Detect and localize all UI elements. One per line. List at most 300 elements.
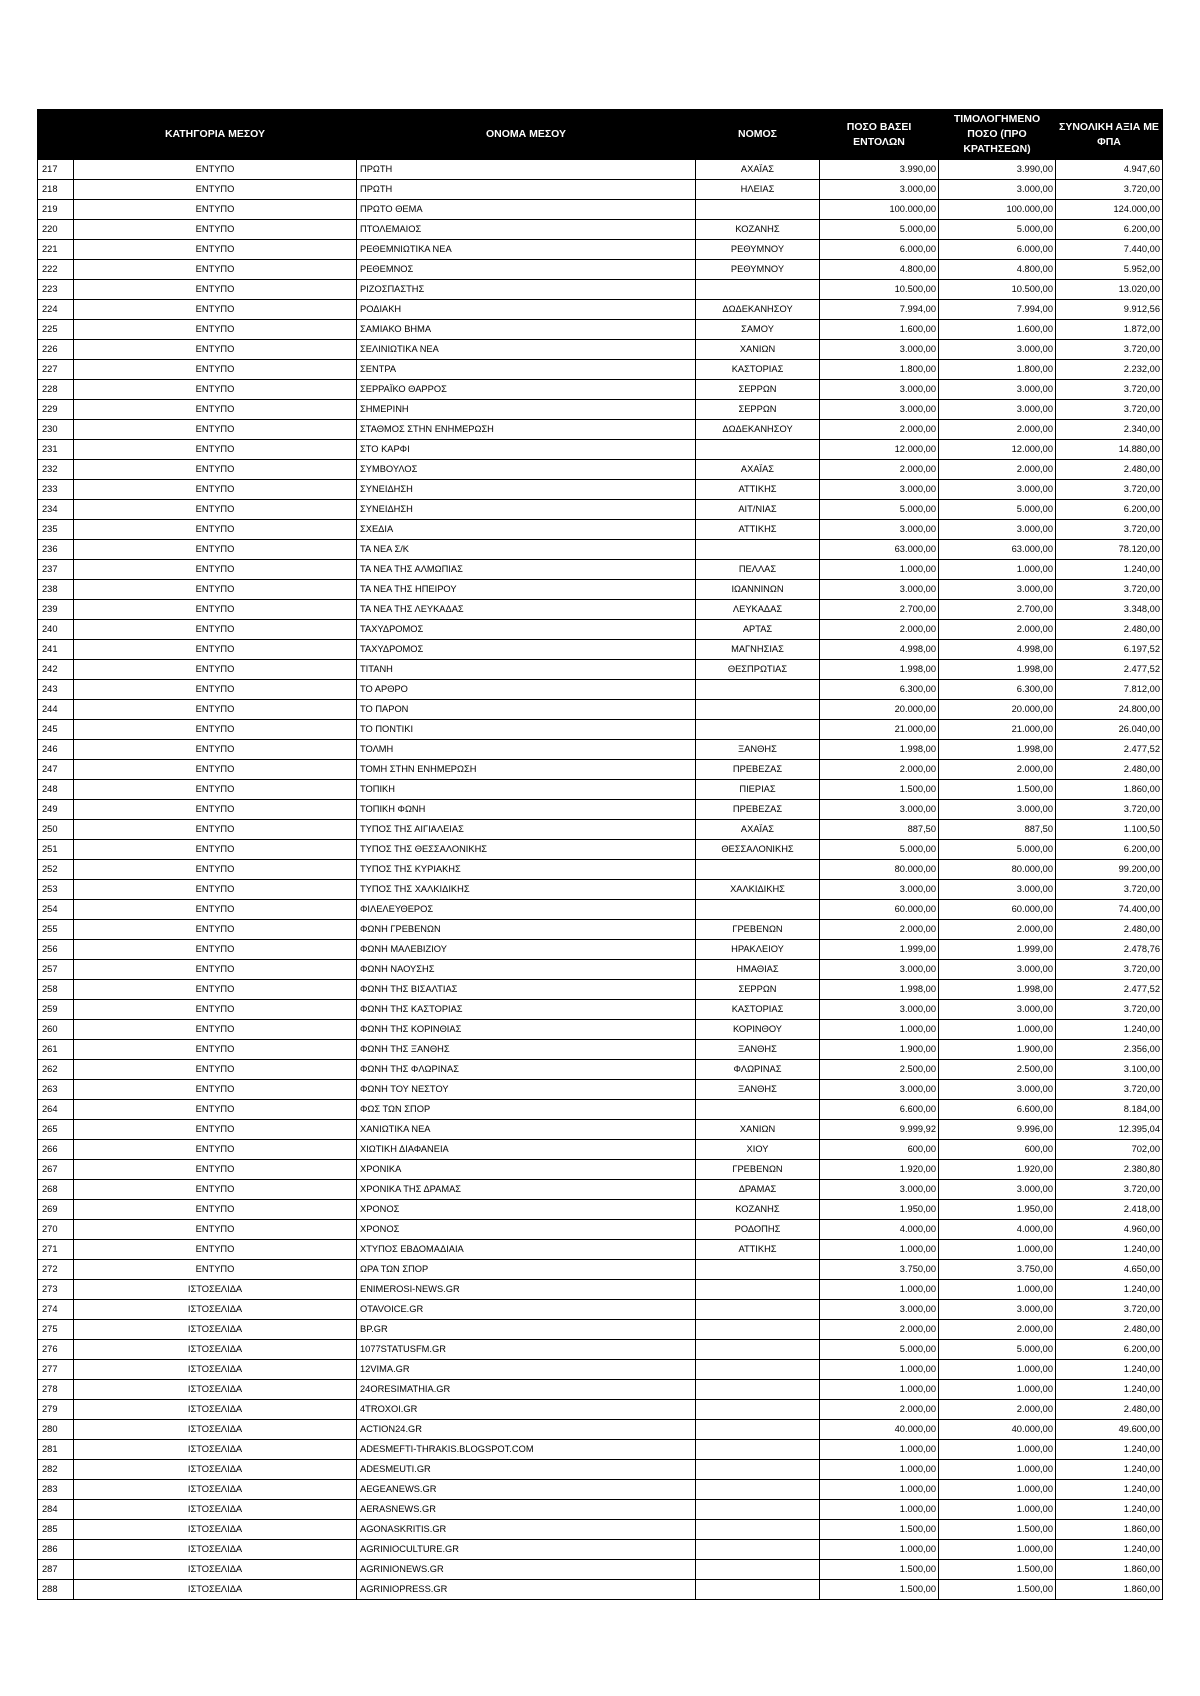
order-amount: 1.000,00 [820,560,939,580]
prefecture [696,1320,820,1340]
prefecture: ΔΩΔΕΚΑΝΗΣΟΥ [696,300,820,320]
total-with-vat: 1.100,50 [1056,820,1163,840]
table-row [38,1240,1163,1260]
order-amount: 2.000,00 [820,920,939,940]
media-category: ΙΣΤΟΣΕΛΙΔΑ [74,1440,357,1460]
row-index: 265 [38,1120,74,1140]
order-amount: 6.600,00 [820,1100,939,1120]
media-name: ΤΑΧΥΔΡΟΜΟΣ [357,640,696,660]
order-amount: 1.998,00 [820,660,939,680]
row-index: 283 [38,1480,74,1500]
table-row [38,280,1163,300]
media-name: ΦΩΝΗ ΤΗΣ ΞΑΝΘΗΣ [357,1040,696,1060]
total-with-vat: 3.720,00 [1056,180,1163,200]
total-with-vat: 1.240,00 [1056,560,1163,580]
order-amount: 80.000,00 [820,860,939,880]
row-index: 252 [38,860,74,880]
total-with-vat: 124.000,00 [1056,200,1163,220]
row-index: 230 [38,420,74,440]
media-name: ΤΑ ΝΕΑ Σ/Κ [357,540,696,560]
prefecture: ΑΤΤΙΚΗΣ [696,520,820,540]
table-row [38,1500,1163,1520]
invoiced-amount: 3.000,00 [939,1000,1056,1020]
prefecture: ΣΕΡΡΩΝ [696,400,820,420]
total-with-vat: 6.200,00 [1056,220,1163,240]
prefecture: ΚΟΡΙΝΘΟΥ [696,1020,820,1040]
prefecture: ΗΜΑΘΙΑΣ [696,960,820,980]
total-with-vat: 1.240,00 [1056,1280,1163,1300]
table-row [38,240,1163,260]
total-with-vat: 14.880,00 [1056,440,1163,460]
row-index: 260 [38,1020,74,1040]
media-category: ΕΝΤΥΠΟ [74,380,357,400]
media-name: ΣΕΛΙΝΙΩΤΙΚΑ ΝΕΑ [357,340,696,360]
prefecture [696,1460,820,1480]
media-category: ΙΣΤΟΣΕΛΙΔΑ [74,1360,357,1380]
media-name: ΡΙΖΟΣΠΑΣΤΗΣ [357,280,696,300]
media-category: ΙΣΤΟΣΕΛΙΔΑ [74,1500,357,1520]
media-category: ΕΝΤΥΠΟ [74,460,357,480]
table-row [38,380,1163,400]
media-category: ΕΝΤΥΠΟ [74,1120,357,1140]
prefecture: ΔΡΑΜΑΣ [696,1180,820,1200]
prefecture: ΡΕΘΥΜΝΟΥ [696,260,820,280]
media-name: ΦΩΝΗ ΤΗΣ ΦΛΩΡΙΝΑΣ [357,1060,696,1080]
table-row [38,1560,1163,1580]
media-name: ΤΑΧΥΔΡΟΜΟΣ [357,620,696,640]
media-category: ΕΝΤΥΠΟ [74,840,357,860]
media-name: ΣΧΕΔΙΑ [357,520,696,540]
order-amount: 1.000,00 [820,1020,939,1040]
row-index: 281 [38,1440,74,1460]
order-amount: 3.000,00 [820,880,939,900]
table-row [38,1220,1163,1240]
order-amount: 1.000,00 [820,1240,939,1260]
media-name: ΤΟΜΗ ΣΤΗΝ ΕΝΗΜΕΡΩΣΗ [357,760,696,780]
total-with-vat: 1.240,00 [1056,1480,1163,1500]
prefecture: ΑΡΤΑΣ [696,620,820,640]
table-row [38,1580,1163,1600]
media-name: ΡΟΔΙΑΚΗ [357,300,696,320]
prefecture [696,1520,820,1540]
invoiced-amount: 5.000,00 [939,840,1056,860]
order-amount: 1.999,00 [820,940,939,960]
media-category: ΕΝΤΥΠΟ [74,1080,357,1100]
order-amount: 3.000,00 [820,400,939,420]
order-amount: 1.000,00 [820,1280,939,1300]
media-category: ΕΝΤΥΠΟ [74,1100,357,1120]
row-index: 256 [38,940,74,960]
table-row [38,320,1163,340]
row-index: 229 [38,400,74,420]
order-amount: 3.000,00 [820,960,939,980]
invoiced-amount: 1.500,00 [939,1580,1056,1600]
prefecture [696,1100,820,1120]
total-with-vat: 6.200,00 [1056,1340,1163,1360]
header-prefecture: ΝΟΜΟΣ [696,110,820,160]
table-row [38,1040,1163,1060]
order-amount: 60.000,00 [820,900,939,920]
media-category: ΕΝΤΥΠΟ [74,340,357,360]
total-with-vat: 1.872,00 [1056,320,1163,340]
table-row [38,1380,1163,1400]
table-row [38,1320,1163,1340]
row-index: 263 [38,1080,74,1100]
media-category: ΕΝΤΥΠΟ [74,600,357,620]
media-name: ΣΗΜΕΡΙΝΗ [357,400,696,420]
invoiced-amount: 10.500,00 [939,280,1056,300]
order-amount: 4.800,00 [820,260,939,280]
media-category: ΕΝΤΥΠΟ [74,300,357,320]
media-name: ΦΙΛΕΛΕΥΘΕΡΟΣ [357,900,696,920]
media-name: AGRINIOCULTURE.GR [357,1540,696,1560]
media-category: ΕΝΤΥΠΟ [74,780,357,800]
order-amount: 3.000,00 [820,580,939,600]
table-row [38,360,1163,380]
table-row [38,1300,1163,1320]
media-category: ΕΝΤΥΠΟ [74,500,357,520]
total-with-vat: 1.860,00 [1056,1520,1163,1540]
prefecture: ΙΩΑΝΝΙΝΩΝ [696,580,820,600]
media-name: 4TROXOI.GR [357,1400,696,1420]
prefecture: ΧΑΛΚΙΔΙΚΗΣ [696,880,820,900]
row-index: 221 [38,240,74,260]
total-with-vat: 2.480,00 [1056,620,1163,640]
table-row [38,1160,1163,1180]
invoiced-amount: 40.000,00 [939,1420,1056,1440]
prefecture: ΘΕΣΠΡΩΤΙΑΣ [696,660,820,680]
invoiced-amount: 7.994,00 [939,300,1056,320]
total-with-vat: 1.860,00 [1056,1580,1163,1600]
media-name: ΡΕΘΕΜΝΟΣ [357,260,696,280]
total-with-vat: 3.720,00 [1056,340,1163,360]
table-row [38,1080,1163,1100]
row-index: 237 [38,560,74,580]
invoiced-amount: 1.998,00 [939,740,1056,760]
total-with-vat: 2.232,00 [1056,360,1163,380]
order-amount: 2.700,00 [820,600,939,620]
prefecture [696,540,820,560]
table-row [38,1000,1163,1020]
prefecture [696,720,820,740]
table-row [38,1520,1163,1540]
order-amount: 600,00 [820,1140,939,1160]
table-row [38,880,1163,900]
prefecture: ΗΛΕΙΑΣ [696,180,820,200]
media-name: 24ORESIMATHIA.GR [357,1380,696,1400]
order-amount: 1.500,00 [820,1560,939,1580]
media-category: ΙΣΤΟΣΕΛΙΔΑ [74,1520,357,1540]
prefecture: ΞΑΝΘΗΣ [696,740,820,760]
prefecture: ΑΧΑΪΑΣ [696,820,820,840]
media-category: ΙΣΤΟΣΕΛΙΔΑ [74,1580,357,1600]
total-with-vat: 3.720,00 [1056,400,1163,420]
total-with-vat: 26.040,00 [1056,720,1163,740]
media-name: ΤΟΛΜΗ [357,740,696,760]
table-row [38,220,1163,240]
row-index: 270 [38,1220,74,1240]
media-category: ΕΝΤΥΠΟ [74,760,357,780]
table-row [38,500,1163,520]
media-category: ΕΝΤΥΠΟ [74,180,357,200]
order-amount: 7.994,00 [820,300,939,320]
media-name: 12VIMA.GR [357,1360,696,1380]
media-name: ΤΟΠΙΚΗ ΦΩΝΗ [357,800,696,820]
invoiced-amount: 1.000,00 [939,1380,1056,1400]
media-name: ΣΑΜΙΑΚΟ ΒΗΜΑ [357,320,696,340]
total-with-vat: 4.650,00 [1056,1260,1163,1280]
order-amount: 5.000,00 [820,500,939,520]
row-index: 217 [38,160,74,180]
table-row [38,600,1163,620]
prefecture: ΡΟΔΟΠΗΣ [696,1220,820,1240]
invoiced-amount: 6.000,00 [939,240,1056,260]
total-with-vat: 1.860,00 [1056,1560,1163,1580]
prefecture [696,1280,820,1300]
table-row [38,680,1163,700]
media-category: ΕΝΤΥΠΟ [74,1040,357,1060]
prefecture: ΡΕΘΥΜΝΟΥ [696,240,820,260]
order-amount: 1.000,00 [820,1360,939,1380]
media-category: ΕΝΤΥΠΟ [74,640,357,660]
media-name: ΣΕΝΤΡΑ [357,360,696,380]
media-name: ΧΡΟΝΟΣ [357,1220,696,1240]
total-with-vat: 8.184,00 [1056,1100,1163,1120]
header-order-amount: ΠΟΣΟ ΒΑΣΕΙ ΕΝΤΟΛΩΝ [820,110,939,160]
invoiced-amount: 1.500,00 [939,1560,1056,1580]
invoiced-amount: 6.300,00 [939,680,1056,700]
total-with-vat: 4.947,60 [1056,160,1163,180]
invoiced-amount: 1.000,00 [939,1020,1056,1040]
row-index: 255 [38,920,74,940]
total-with-vat: 1.860,00 [1056,780,1163,800]
prefecture [696,1580,820,1600]
table-row [38,260,1163,280]
total-with-vat: 2.380,80 [1056,1160,1163,1180]
row-index: 234 [38,500,74,520]
row-index: 231 [38,440,74,460]
row-index: 225 [38,320,74,340]
row-index: 250 [38,820,74,840]
media-name: ΧΙΩΤΙΚΗ ΔΙΑΦΑΝΕΙΑ [357,1140,696,1160]
media-name: ACTION24.GR [357,1420,696,1440]
order-amount: 5.000,00 [820,220,939,240]
order-amount: 2.000,00 [820,1400,939,1420]
prefecture [696,1540,820,1560]
prefecture [696,1300,820,1320]
media-name: ΧΑΝΙΩΤΙΚΑ ΝΕΑ [357,1120,696,1140]
media-category: ΕΝΤΥΠΟ [74,1140,357,1160]
table-row [38,1280,1163,1300]
invoiced-amount: 20.000,00 [939,700,1056,720]
table-row [38,160,1163,180]
total-with-vat: 9.912,56 [1056,300,1163,320]
invoiced-amount: 4.800,00 [939,260,1056,280]
order-amount: 1.000,00 [820,1380,939,1400]
order-amount: 4.998,00 [820,640,939,660]
order-amount: 5.000,00 [820,1340,939,1360]
row-index: 268 [38,1180,74,1200]
table-row [38,460,1163,480]
row-index: 224 [38,300,74,320]
invoiced-amount: 4.998,00 [939,640,1056,660]
total-with-vat: 3.100,00 [1056,1060,1163,1080]
total-with-vat: 99.200,00 [1056,860,1163,880]
prefecture [696,1260,820,1280]
table-row [38,1400,1163,1420]
table-row [38,700,1163,720]
total-with-vat: 2.480,00 [1056,460,1163,480]
order-amount: 6.300,00 [820,680,939,700]
order-amount: 1.998,00 [820,740,939,760]
order-amount: 1.000,00 [820,1480,939,1500]
media-category: ΙΣΤΟΣΕΛΙΔΑ [74,1420,357,1440]
media-name: ΧΡΟΝΙΚΑ [357,1160,696,1180]
order-amount: 3.000,00 [820,340,939,360]
table-row [38,180,1163,200]
total-with-vat: 3.720,00 [1056,880,1163,900]
table-row [38,560,1163,580]
invoiced-amount: 3.000,00 [939,1080,1056,1100]
total-with-vat: 1.240,00 [1056,1440,1163,1460]
invoiced-amount: 3.000,00 [939,880,1056,900]
media-name: ΣΥΝΕΙΔΗΣΗ [357,500,696,520]
row-index: 242 [38,660,74,680]
prefecture: ΠΙΕΡΙΑΣ [696,780,820,800]
table-row [38,1340,1163,1360]
total-with-vat: 2.480,00 [1056,1400,1163,1420]
total-with-vat: 2.477,52 [1056,980,1163,1000]
invoiced-amount: 6.600,00 [939,1100,1056,1120]
table-row [38,1140,1163,1160]
total-with-vat: 2.356,00 [1056,1040,1163,1060]
media-category: ΕΝΤΥΠΟ [74,1260,357,1280]
invoiced-amount: 600,00 [939,1140,1056,1160]
media-name: ΧΡΟΝΟΣ [357,1200,696,1220]
media-category: ΕΝΤΥΠΟ [74,560,357,580]
row-index: 282 [38,1460,74,1480]
media-category: ΕΝΤΥΠΟ [74,200,357,220]
media-category: ΕΝΤΥΠΟ [74,240,357,260]
row-index: 262 [38,1060,74,1080]
row-index: 236 [38,540,74,560]
row-index: 235 [38,520,74,540]
media-name: ADESMEFTI-THRAKIS.BLOGSPOT.COM [357,1440,696,1460]
prefecture: ΧΑΝΙΩΝ [696,340,820,360]
order-amount: 1.000,00 [820,1500,939,1520]
media-name: ΤΟΠΙΚΗ [357,780,696,800]
table-row [38,1120,1163,1140]
row-index: 267 [38,1160,74,1180]
invoiced-amount: 1.000,00 [939,1240,1056,1260]
invoiced-amount: 2.000,00 [939,1320,1056,1340]
row-index: 220 [38,220,74,240]
order-amount: 100.000,00 [820,200,939,220]
invoiced-amount: 1.998,00 [939,660,1056,680]
prefecture [696,1340,820,1360]
total-with-vat: 3.348,00 [1056,600,1163,620]
row-index: 239 [38,600,74,620]
media-name: ΦΩΝΗ ΜΑΛΕΒΙΖΙΟΥ [357,940,696,960]
media-category: ΕΝΤΥΠΟ [74,920,357,940]
row-index: 248 [38,780,74,800]
prefecture [696,1360,820,1380]
media-name: ΦΩΝΗ ΤΗΣ ΚΟΡΙΝΘΙΑΣ [357,1020,696,1040]
prefecture: ΠΡΕΒΕΖΑΣ [696,800,820,820]
row-index: 218 [38,180,74,200]
row-index: 247 [38,760,74,780]
table-row [38,1440,1163,1460]
total-with-vat: 49.600,00 [1056,1420,1163,1440]
row-index: 227 [38,360,74,380]
total-with-vat: 2.418,00 [1056,1200,1163,1220]
invoiced-amount: 1.000,00 [939,1540,1056,1560]
order-amount: 1.500,00 [820,780,939,800]
order-amount: 9.999,92 [820,1120,939,1140]
invoiced-amount: 1.000,00 [939,1460,1056,1480]
media-category: ΕΝΤΥΠΟ [74,660,357,680]
invoiced-amount: 3.000,00 [939,180,1056,200]
table-row [38,940,1163,960]
prefecture: ΚΟΖΑΝΗΣ [696,1200,820,1220]
media-name: ΤΥΠΟΣ ΤΗΣ ΚΥΡΙΑΚΗΣ [357,860,696,880]
total-with-vat: 1.240,00 [1056,1020,1163,1040]
prefecture: ΣΑΜΟΥ [696,320,820,340]
table-row [38,1460,1163,1480]
media-name: ΕNIMEROSI-NEWS.GR [357,1280,696,1300]
prefecture: ΚΑΣΤΟΡΙΑΣ [696,360,820,380]
total-with-vat: 1.240,00 [1056,1500,1163,1520]
invoiced-amount: 1.900,00 [939,1040,1056,1060]
total-with-vat: 1.240,00 [1056,1460,1163,1480]
order-amount: 1.600,00 [820,320,939,340]
prefecture [696,1400,820,1420]
order-amount: 2.000,00 [820,460,939,480]
order-amount: 12.000,00 [820,440,939,460]
table-row [38,800,1163,820]
media-name: ΤΑ ΝΕΑ ΤΗΣ ΗΠΕΙΡΟΥ [357,580,696,600]
prefecture: ΦΛΩΡΙΝΑΣ [696,1060,820,1080]
total-with-vat: 2.480,00 [1056,920,1163,940]
order-amount: 3.000,00 [820,1000,939,1020]
media-category: ΕΝΤΥΠΟ [74,620,357,640]
order-amount: 1.500,00 [820,1580,939,1600]
invoiced-amount: 1.000,00 [939,560,1056,580]
media-category: ΕΝΤΥΠΟ [74,1200,357,1220]
prefecture: ΚΟΖΑΝΗΣ [696,220,820,240]
table-row [38,520,1163,540]
header-total-with-vat: ΣΥΝΟΛΙΚΗ ΑΞΙΑ ΜΕ ΦΠΑ [1056,110,1163,160]
order-amount: 887,50 [820,820,939,840]
row-index: 259 [38,1000,74,1020]
invoiced-amount: 1.000,00 [939,1480,1056,1500]
media-spend-table [37,109,1163,1600]
media-category: ΕΝΤΥΠΟ [74,820,357,840]
order-amount: 1.950,00 [820,1200,939,1220]
table-row [38,960,1163,980]
table-row [38,820,1163,840]
media-category: ΕΝΤΥΠΟ [74,720,357,740]
media-category: ΙΣΤΟΣΕΛΙΔΑ [74,1320,357,1340]
row-index: 241 [38,640,74,660]
media-name: ΤΟ ΠΑΡΟΝ [357,700,696,720]
total-with-vat: 702,00 [1056,1140,1163,1160]
order-amount: 1.800,00 [820,360,939,380]
order-amount: 2.000,00 [820,420,939,440]
invoiced-amount: 3.750,00 [939,1260,1056,1280]
invoiced-amount: 2.700,00 [939,600,1056,620]
table-row [38,900,1163,920]
